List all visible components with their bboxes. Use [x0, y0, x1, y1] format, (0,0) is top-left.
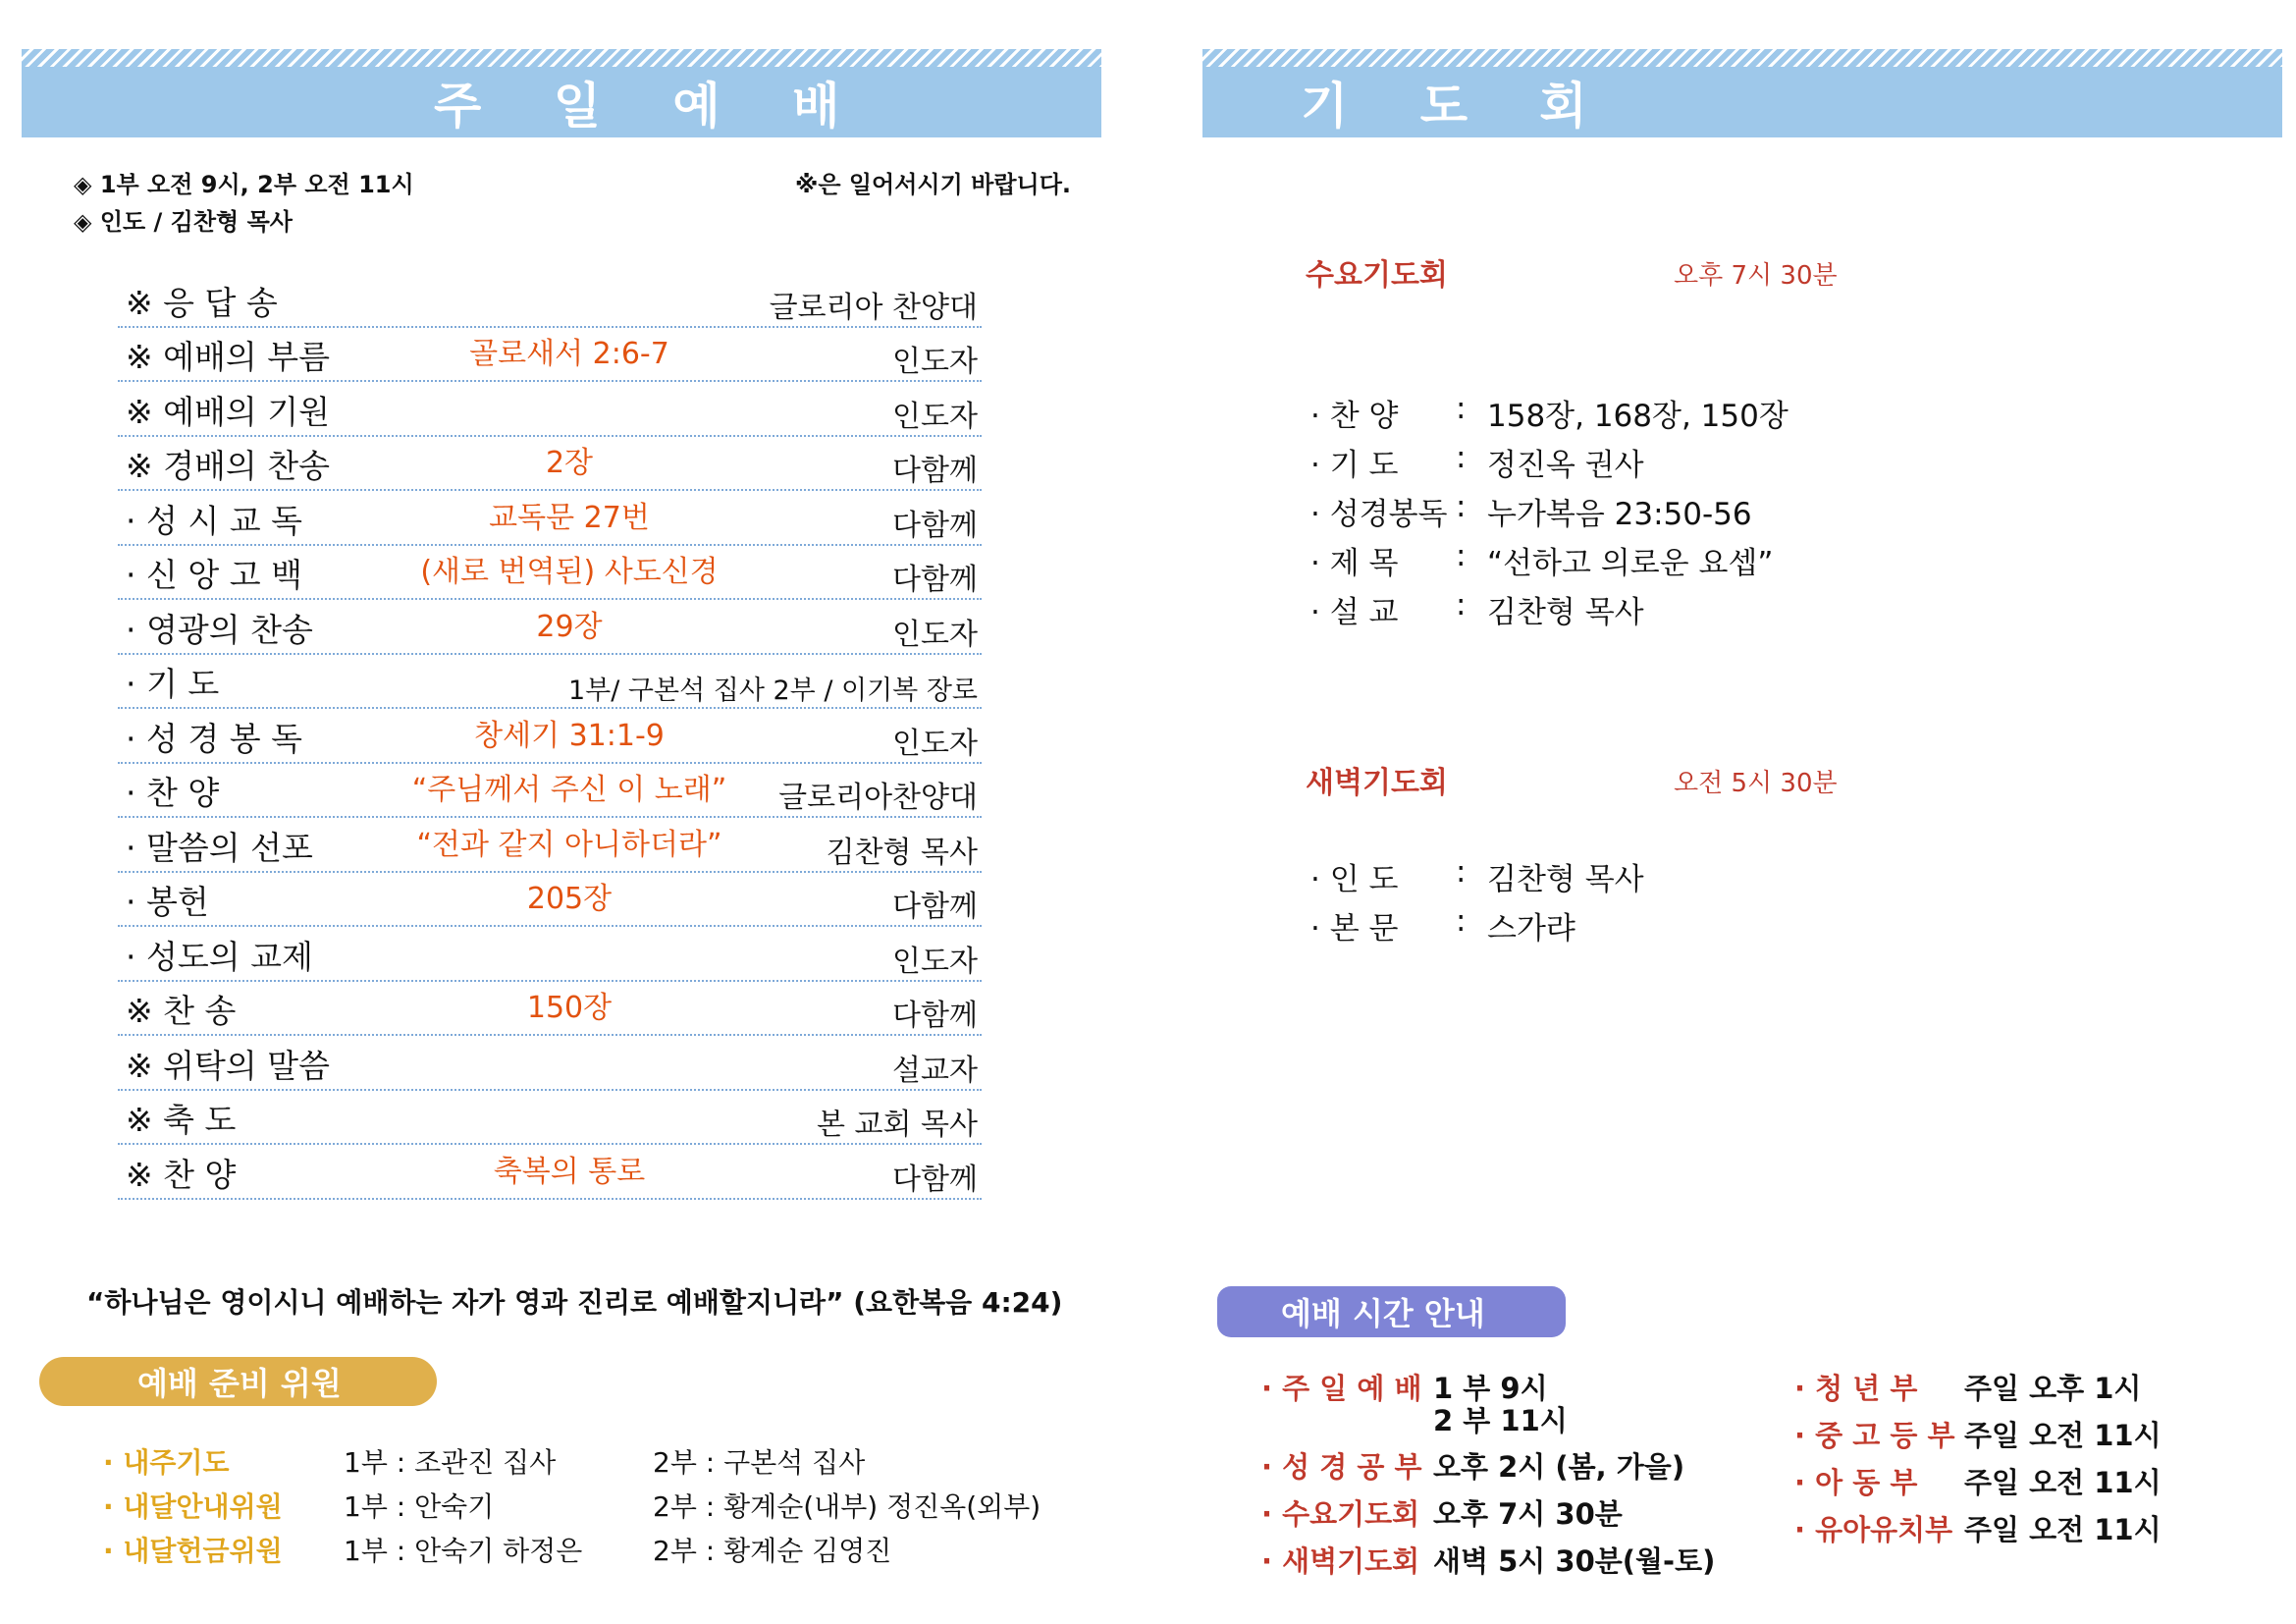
- row-colon: :: [1456, 903, 1467, 939]
- schedule-value: 1 부 9시: [1433, 1372, 1548, 1405]
- prep-first: 1부 : 안숙기 하정은: [344, 1535, 583, 1567]
- row-colon: :: [1456, 440, 1467, 475]
- prep-first: 1부 : 조관진 집사: [344, 1446, 557, 1479]
- order-row: [118, 600, 982, 655]
- schedule-key: · 새벽기도회: [1261, 1544, 1420, 1578]
- row-key: · 인 도: [1310, 862, 1399, 897]
- row-colon: :: [1456, 538, 1467, 573]
- order-label: ※ 예배의 기원: [126, 392, 331, 431]
- dawn-prayer-title: 새벽기도회: [1306, 766, 1448, 800]
- row-value: 정진옥 권사: [1487, 448, 1644, 483]
- order-performer: 인도자: [892, 345, 978, 379]
- order-label: ※ 찬 송: [126, 992, 237, 1030]
- order-performer: 1부/ 구본석 집사 2부 / 이기복 장로: [567, 676, 978, 706]
- schedule-key: · 중 고 등 부: [1794, 1419, 1955, 1452]
- row-colon: :: [1456, 391, 1467, 426]
- order-row: [118, 1145, 982, 1200]
- schedule-value: 새벽 5시 30분(월-토): [1433, 1544, 1716, 1578]
- order-label: · 영광의 찬송: [126, 610, 313, 649]
- order-detail: “전과 같지 아니하더라”: [416, 827, 722, 862]
- service-leader: ◈ 인도 / 김찬형 목사: [74, 208, 293, 236]
- row-key: · 제 목: [1310, 546, 1399, 581]
- schedule-key: · 유아유치부: [1794, 1513, 1953, 1546]
- order-label: · 신 앙 고 백: [126, 556, 302, 594]
- order-of-worship: [118, 273, 982, 1200]
- row-key: · 기 도: [1310, 448, 1399, 483]
- order-row: [118, 982, 982, 1037]
- order-detail: 창세기 31:1-9: [474, 718, 665, 753]
- order-performer: 다함께: [892, 508, 978, 543]
- order-label: ※ 찬 양: [126, 1155, 237, 1194]
- schedule-key: · 수요기도회: [1261, 1497, 1420, 1531]
- order-row: [118, 818, 982, 873]
- order-label: ※ 위탁의 말씀: [126, 1046, 331, 1085]
- row-value: “선하고 의로운 요셉”: [1487, 546, 1774, 581]
- prep-second: 2부 : 구본석 집사: [653, 1446, 866, 1479]
- schedule-key: · 청 년 부: [1794, 1372, 1918, 1405]
- order-label: · 기 도: [126, 665, 220, 703]
- scripture-quote: “하나님은 영이시니 예배하는 자가 영과 진리로 예배할지니라” (요한복음 4:24): [86, 1286, 1063, 1319]
- order-label: · 봉헌: [126, 883, 209, 921]
- schedule-value: 주일 오전 11시: [1964, 1513, 2162, 1546]
- sunday-service-banner: [22, 49, 1101, 137]
- order-label: ※ 축 도: [126, 1101, 237, 1139]
- order-detail: 2장: [545, 446, 594, 480]
- row-value: 김찬형 목사: [1487, 595, 1644, 630]
- banner-stripes: [1202, 49, 2282, 67]
- schedule-key: · 주 일 예 배: [1261, 1372, 1422, 1405]
- order-detail: 29장: [536, 609, 603, 644]
- prep-role: · 내달안내위원: [103, 1490, 283, 1523]
- prayer-meeting-title: 기 도 회: [1301, 78, 1615, 135]
- row-value: 스가랴: [1487, 911, 1575, 947]
- prep-first: 1부 : 안숙기: [344, 1490, 495, 1523]
- schedule-label: 예배 시간 안내: [1281, 1295, 1485, 1332]
- row-value: 158장, 168장, 150장: [1487, 399, 1789, 434]
- schedule-value: 주일 오후 1시: [1964, 1372, 2142, 1405]
- order-performer: 다함께: [892, 1162, 978, 1197]
- schedule-value: 주일 오전 11시: [1964, 1466, 2162, 1499]
- row-colon: :: [1456, 489, 1467, 524]
- order-label: · 말씀의 선포: [126, 828, 313, 867]
- schedule-value: 오후 2시 (봄, 가을): [1433, 1450, 1685, 1484]
- row-value: 누가복음 23:50-56: [1487, 497, 1752, 532]
- order-row: [118, 764, 982, 819]
- order-detail: 150장: [526, 991, 613, 1025]
- order-label: ※ 경배의 찬송: [126, 447, 331, 485]
- row-key: · 설 교: [1310, 595, 1399, 630]
- schedule-key: · 아 동 부: [1794, 1466, 1918, 1499]
- standing-note: ※은 일어서시기 바랍니다.: [795, 171, 1071, 198]
- schedule-value: 2 부 11시: [1433, 1404, 1568, 1437]
- prep-committee-title: [39, 1357, 437, 1406]
- sunday-service-title: 주 일 예 배: [434, 78, 868, 135]
- order-row: [118, 709, 982, 764]
- order-row: [118, 273, 982, 328]
- order-performer: 다함께: [892, 999, 978, 1033]
- order-performer: 인도자: [892, 617, 978, 652]
- row-key: · 성경봉독: [1310, 497, 1448, 532]
- row-key: · 본 문: [1310, 911, 1399, 947]
- order-row: [118, 655, 982, 710]
- order-label: · 찬 양: [126, 774, 220, 812]
- order-detail: (새로 번역된) 사도신경: [420, 555, 719, 589]
- order-detail: 205장: [526, 882, 613, 916]
- order-label: · 성 시 교 독: [126, 501, 302, 540]
- order-performer: 설교자: [892, 1053, 978, 1088]
- row-colon: :: [1456, 587, 1467, 623]
- order-detail: 교독문 27번: [489, 500, 650, 535]
- prep-role: · 내달헌금위원: [103, 1535, 283, 1567]
- prep-second: 2부 : 황계순 김영진: [653, 1535, 892, 1567]
- wednesday-prayer-time: 오후 7시 30분: [1674, 261, 1838, 291]
- order-row: [118, 382, 982, 437]
- schedule-value: 오후 7시 30분: [1433, 1497, 1623, 1531]
- prep-second: 2부 : 황계순(내부) 정진옥(외부): [653, 1490, 1041, 1523]
- order-row: [118, 1091, 982, 1146]
- prayer-meeting-banner: [1202, 49, 2282, 137]
- order-row: [118, 1036, 982, 1091]
- order-performer: 김찬형 목사: [826, 835, 978, 870]
- order-row: [118, 491, 982, 546]
- order-row: [118, 873, 982, 928]
- order-performer: 글로리아찬양대: [778, 781, 978, 815]
- order-performer: 본 교회 목사: [817, 1108, 978, 1142]
- order-performer: 다함께: [892, 563, 978, 597]
- prep-committee-label: 예배 준비 위원: [137, 1365, 342, 1402]
- schedule-value: 주일 오전 11시: [1964, 1419, 2162, 1452]
- order-label: · 성 경 봉 독: [126, 719, 302, 758]
- order-performer: 인도자: [892, 944, 978, 979]
- order-detail: 축복의 통로: [493, 1154, 646, 1189]
- order-label: · 성도의 교제: [126, 937, 313, 976]
- wednesday-prayer-title: 수요기도회: [1306, 258, 1448, 293]
- schedule-key: · 성 경 공 부: [1261, 1450, 1422, 1484]
- prep-role: · 내주기도: [103, 1446, 230, 1479]
- order-performer: 글로리아 찬양대: [769, 290, 978, 325]
- row-key: · 찬 양: [1310, 399, 1399, 434]
- order-label: ※ 응 답 송: [126, 283, 278, 322]
- schedule-title: [1217, 1286, 1566, 1337]
- banner-stripes: [22, 49, 1101, 67]
- service-times: ◈ 1부 오전 9시, 2부 오전 11시: [74, 171, 414, 198]
- order-row: [118, 437, 982, 492]
- row-colon: :: [1456, 854, 1467, 890]
- order-performer: 인도자: [892, 399, 978, 434]
- order-detail: 골로새서 2:6-7: [469, 337, 669, 371]
- order-row: [118, 927, 982, 982]
- dawn-prayer-time: 오전 5시 30분: [1674, 769, 1838, 798]
- order-label: ※ 예배의 부름: [126, 338, 331, 376]
- order-detail: “주님께서 주신 이 노래”: [411, 773, 727, 807]
- order-row: [118, 328, 982, 383]
- order-performer: 인도자: [892, 726, 978, 761]
- order-performer: 다함께: [892, 890, 978, 924]
- row-value: 김찬형 목사: [1487, 862, 1644, 897]
- order-performer: 다함께: [892, 454, 978, 488]
- order-row: [118, 546, 982, 601]
